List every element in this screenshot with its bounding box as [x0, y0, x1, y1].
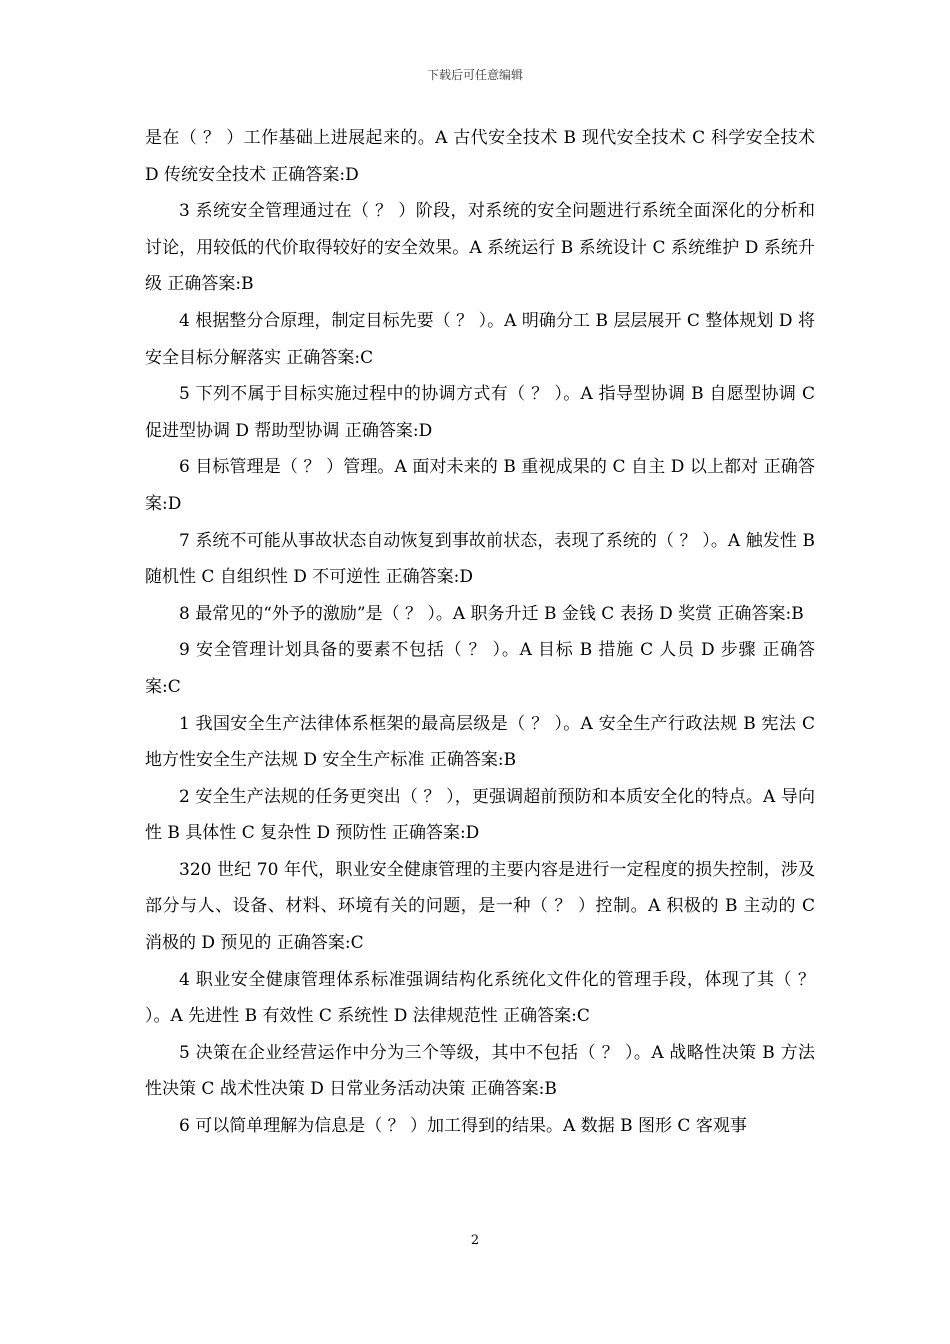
question-paragraph: 2 安全生产法规的任务更突出（ ？ ），更强调超前预防和本质安全化的特点。A 导向性 B 具体性 C 复杂性 D 预防性 正确答案:D	[145, 786, 815, 844]
question-paragraph: 是在（ ？ ）工作基础上进展起来的。A 古代安全技术 B 现代安全技术 C 科学安全技术 D 传统安全技术 正确答案:D	[145, 128, 815, 185]
question-paragraph: 6 可以简单理解为信息是（ ？ ）加工得到的结果。A 数据 B 图形 C 客观事	[179, 1116, 747, 1137]
question-paragraph: 4 根据整分合原理，制定目标先要（ ？ ）。A 明确分工 B 层层展开 C 整体规划 D 将安全目标分解落实 正确答案:C	[145, 310, 815, 368]
question-paragraph: 3 系统安全管理通过在（ ？ ）阶段，对系统的安全问题进行系统全面深化的分析和讨论，用较低的代价取得较好的安全效果。A 系统运行 B 系统设计 C 系统维护 D 系统升级 正确答案:B	[145, 201, 815, 295]
question-paragraph: 4 职业安全健康管理体系标准强调结构化系统化文件化的管理手段，体现了其（ ？ ）。A 先进性 B 有效性 C 系统性 D 法律规范性 正确答案:C	[145, 969, 815, 1027]
question-paragraph: 8 最常见的“外予的激励”是（ ？ ）。A 职务升迁 B 金钱 C 表扬 D 奖赏 正确答案:B	[179, 603, 804, 624]
question-paragraph: 7 系统不可能从事故状态自动恢复到事故前状态，表现了系统的（ ？ ）。A 触发性 B 随机性 C 自组织性 D 不可逆性 正确答案:D	[145, 530, 815, 588]
question-paragraph: 9 安全管理计划具备的要素不包括（ ？ ）。A 目标 B 措施 C 人员 D 步骤 正确答案:C	[145, 640, 815, 697]
question-paragraph: 6 目标管理是（ ？ ）管理。A 面对未来的 B 重视成果的 C 自主 D 以上都对 正确答案:D	[145, 457, 815, 514]
question-paragraph: 5 下列不属于目标实施过程中的协调方式有（ ？ ）。A 指导型协调 B 自愿型协调 C 促进型协调 D 帮助型协调 正确答案:D	[145, 384, 815, 441]
document-body	[145, 120, 815, 1145]
page-number: 2	[470, 1233, 480, 1248]
page-header: 下载后可任意编辑	[426, 68, 523, 82]
question-paragraph: 1 我国安全生产法律体系框架的最高层级是（ ？ ）。A 安全生产行政法规 B 宪法 C 地方性安全生产法规 D 安全生产标准 正确答案:B	[145, 713, 815, 771]
question-paragraph: 320 世纪 70 年代，职业安全健康管理的主要内容是进行一定程度的损失控制，涉及部分与人、设备、材料、环境有关的问题，是一种（ ？ ）控制。A 积极的 B 主动的 C 消极的 D 预见的 正确答案:C	[145, 859, 815, 954]
question-paragraph: 5 决策在企业经营运作中分为三个等级，其中不包括（ ？ ）。A 战略性决策 B 方法性决策 C 战术性决策 D 日常业务活动决策 正确答案:B	[145, 1042, 815, 1100]
